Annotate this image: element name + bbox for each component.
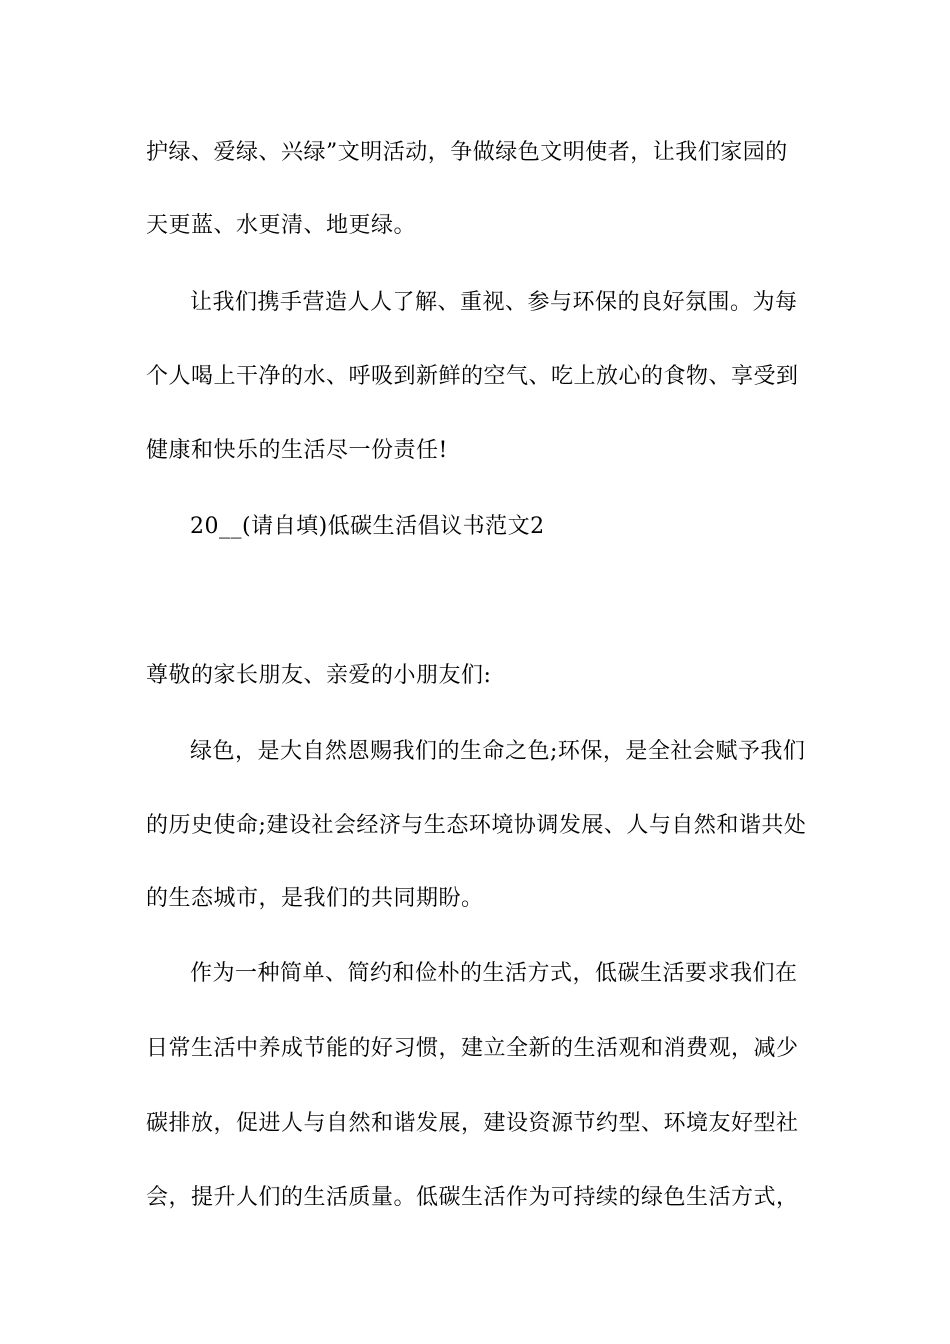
paragraph-line: 的生态城市，是我们的共同期盼。 — [146, 886, 484, 911]
paragraph-line: 绿色，是大自然恩赐我们的生命之色;环保，是全社会赋予我们 — [190, 739, 806, 764]
paragraph-line: 日常生活中养成节能的好习惯，建立全新的生活观和消费观，减少 — [146, 1036, 799, 1061]
section-heading: 20__(请自填)低碳生活倡议书范文2 — [190, 514, 545, 539]
paragraph-line: 的历史使命;建设社会经济与生态环境协调发展、人与自然和谐共处 — [146, 813, 807, 838]
paragraph-line: 健康和快乐的生活尽一份责任! — [146, 438, 448, 463]
paragraph-line: 会，提升人们的生活质量。低碳生活作为可持续的绿色生活方式， — [146, 1185, 799, 1210]
paragraph-line: 碳排放，促进人与自然和谐发展，建设资源节约型、环境友好型社 — [146, 1111, 799, 1136]
paragraph-line: 作为一种简单、简约和俭朴的生活方式，低碳生活要求我们在 — [190, 961, 798, 986]
paragraph-line: 护绿、爱绿、兴绿”文明活动，争做绿色文明使者，让我们家园的 — [146, 140, 788, 165]
paragraph-line: 天更蓝、水更清、地更绿。 — [146, 213, 417, 238]
salutation: 尊敬的家长朋友、亲爱的小朋友们: — [146, 663, 492, 688]
paragraph-line: 个人喝上干净的水、呼吸到新鲜的空气、吃上放心的食物、享受到 — [146, 364, 799, 389]
paragraph-line: 让我们携手营造人人了解、重视、参与环保的良好氛围。为每 — [190, 290, 798, 315]
